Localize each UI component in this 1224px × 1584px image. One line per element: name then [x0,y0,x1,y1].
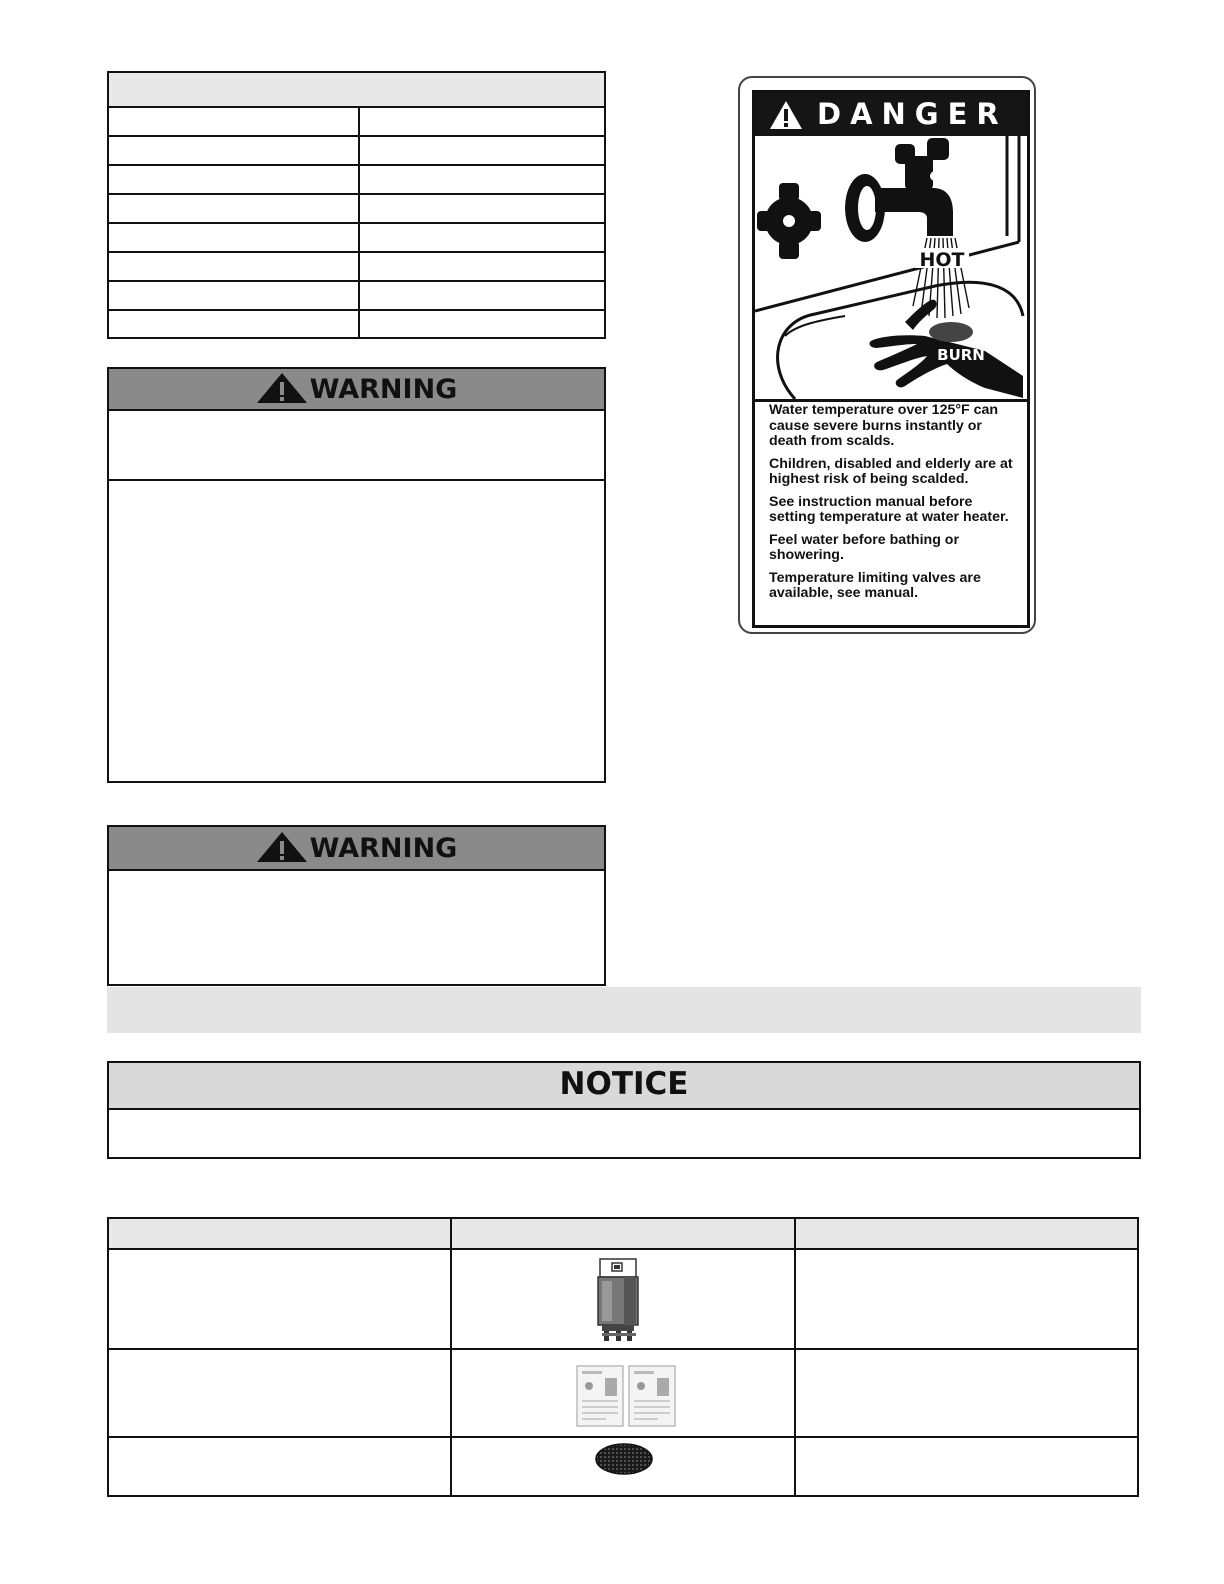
warning-title: WARNING [309,833,458,864]
row-divider [109,1436,1137,1438]
column-divider [450,1219,452,1495]
notice-title: NOTICE [559,1066,689,1102]
section-band [107,987,1141,1033]
warning-triangle-icon [256,372,308,404]
warning-box-2 [107,825,606,986]
hot-label: HOT [919,249,965,271]
table-row [109,309,604,337]
danger-title: DANGER [817,97,1008,131]
table-row [109,251,604,282]
notice-box [107,1061,1141,1159]
warning-bar [109,827,604,871]
table-row [109,222,604,253]
warning-triangle-icon [256,831,308,863]
row-divider [109,1348,1137,1350]
mesh-screen-image [595,1443,653,1475]
warning-divider [109,479,604,481]
table-row [109,193,604,224]
burn-label: BURN [937,346,985,364]
water-heater-unit-image [594,1257,644,1343]
table-row [109,280,604,311]
warning-title: WARNING [309,374,458,405]
column-divider [794,1219,796,1495]
faucet-hand-icon [755,136,1027,399]
specs-table-header [109,73,604,108]
table-row [109,106,604,137]
danger-message: See instruction manual before setting temperature at water heater. [769,493,1009,525]
warning-box-1 [107,367,606,783]
danger-header [755,93,1027,136]
specs-table [107,71,606,339]
table-row [109,135,604,166]
manual-booklets-image [575,1364,679,1428]
notice-bar [109,1063,1139,1110]
danger-messages [769,403,1019,609]
parts-table [107,1217,1139,1497]
parts-table-header [109,1219,1137,1250]
danger-label [738,76,1036,634]
danger-message: Water temperature over 125°F can cause severe burns instantly or death from scalds. [769,402,999,449]
danger-message: Feel water before bathing or showering. [769,531,959,563]
warning-bar [109,369,604,411]
danger-message: Temperature limiting valves are available, see manual. [769,569,981,601]
danger-triangle-icon [769,100,803,130]
danger-message: Children, disabled and elderly are at highest risk of being scalded. [769,455,1013,487]
scald-illustration [755,136,1027,402]
table-row [109,164,604,195]
